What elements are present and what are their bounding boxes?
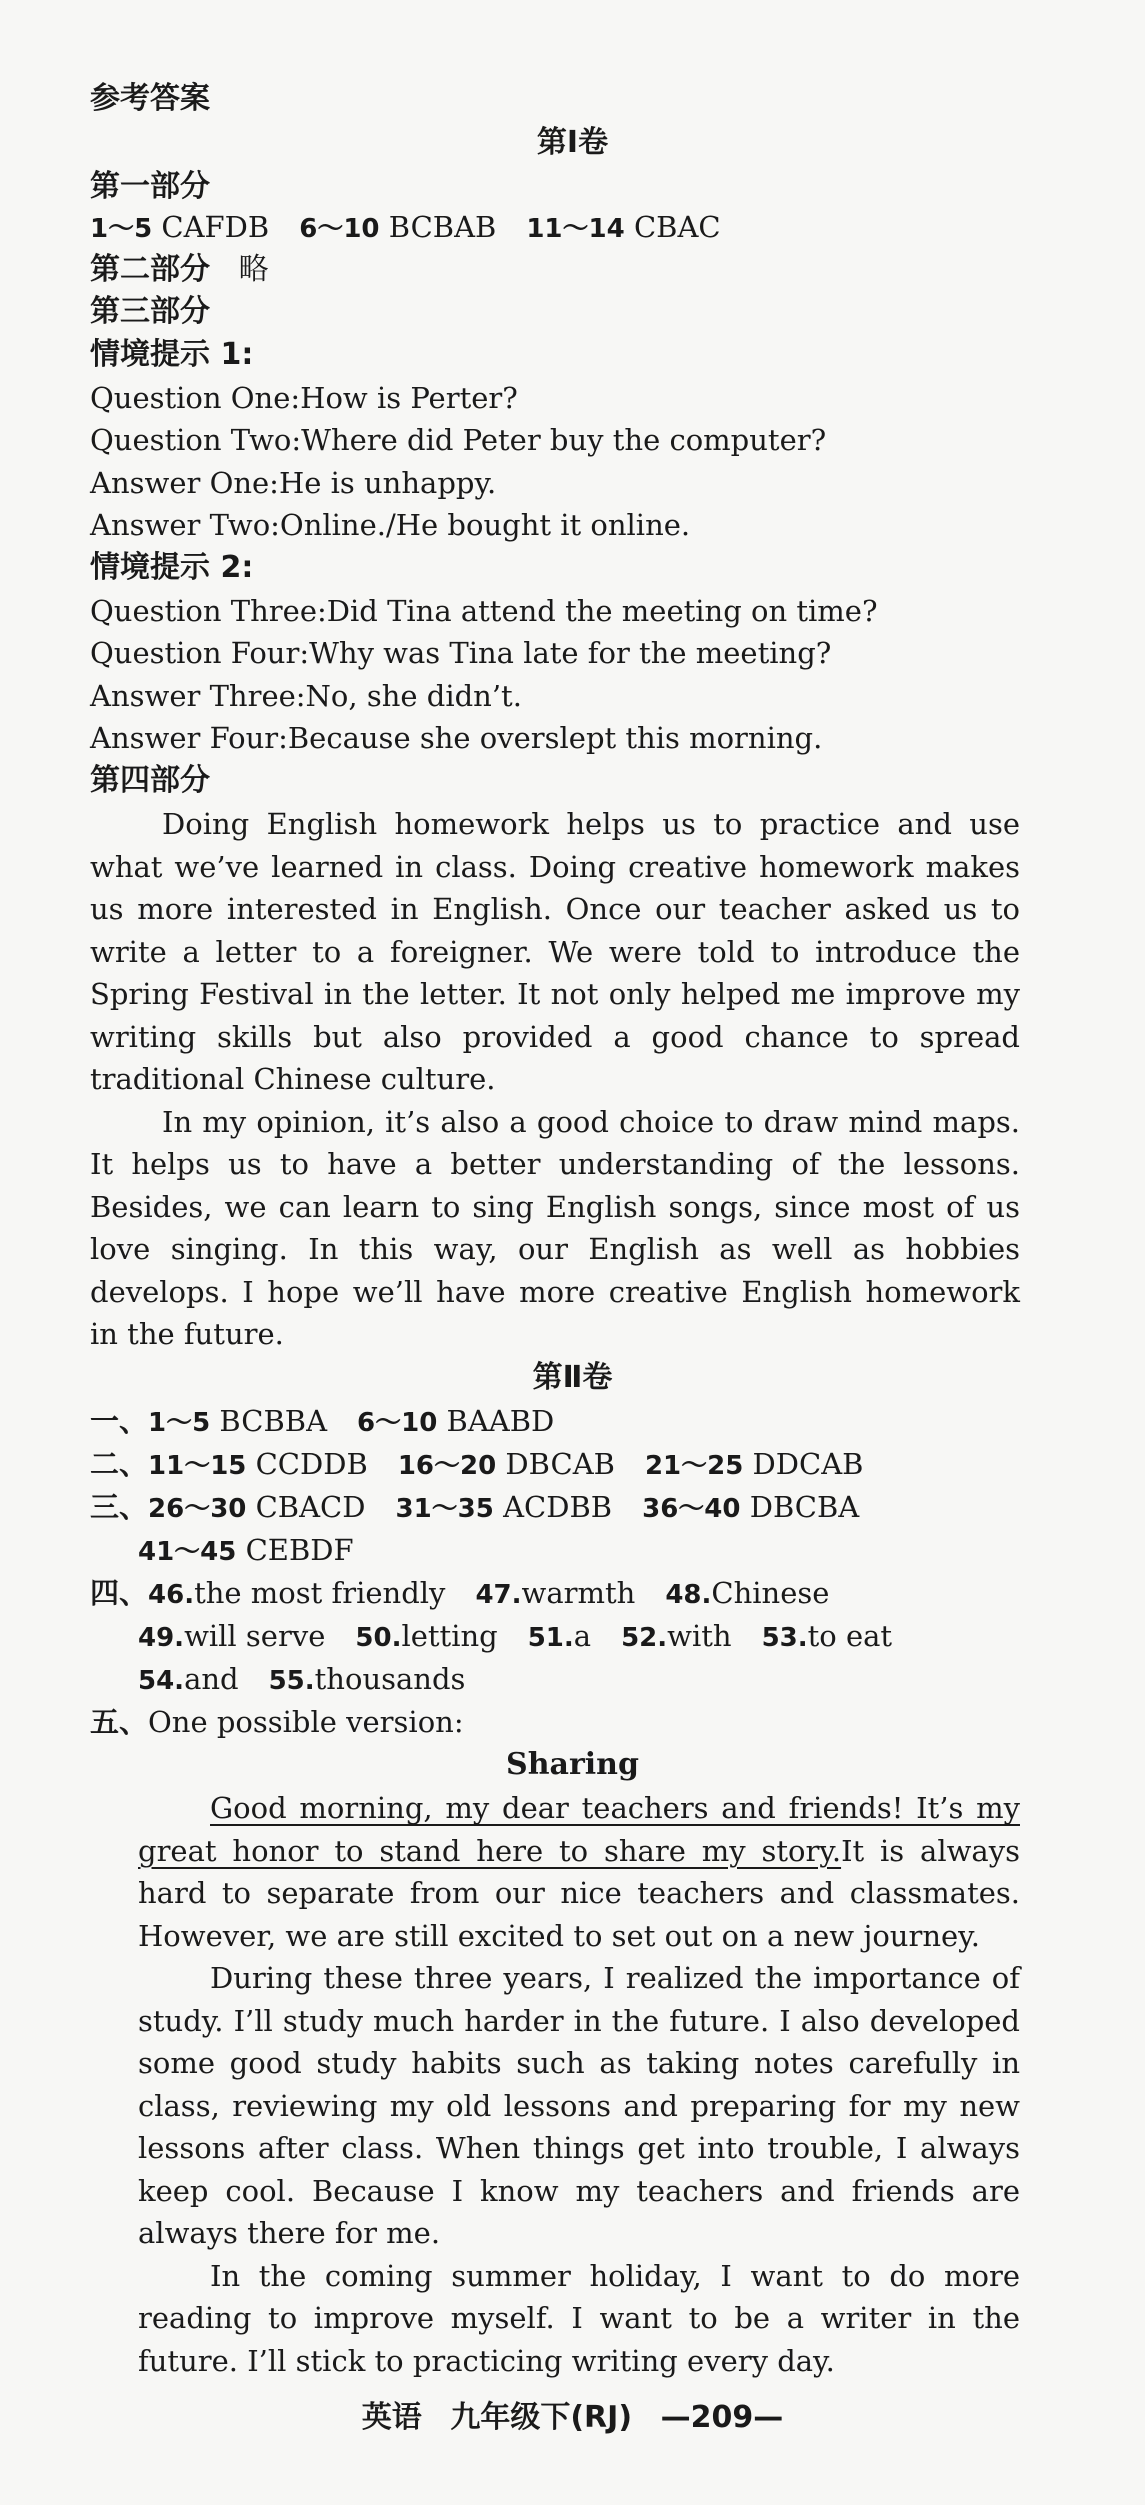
essay-paragraph: Doing English homework helps us to practice and use what we’ve learned in class. Doing creative homework makes us more interested in English. Once our teacher asked us to write a letter to a foreigner. We were told to introduce the Spring Festival in the letter. It not only helped me improve my writing skills but also provided a good chance to spread traditional Chinese culture. bbox=[90, 807, 1020, 1096]
item-number: 52. bbox=[621, 1623, 668, 1653]
qa-line: Question One:How is Perter? bbox=[90, 381, 518, 415]
item-number: 49. bbox=[138, 1623, 185, 1653]
answer-letters: DDCAB bbox=[752, 1447, 864, 1481]
part-2-text: 略 bbox=[238, 252, 269, 287]
qa-line: Answer Two:Online./He bought it online. bbox=[90, 508, 691, 542]
section-2-answers bbox=[90, 1443, 864, 1487]
section-label: 一、 bbox=[90, 1404, 149, 1438]
answer-range: 11～15 bbox=[148, 1451, 247, 1481]
qa-line: Question Four:Why was Tina late for the meeting? bbox=[90, 636, 832, 670]
item-answer: letting bbox=[401, 1619, 498, 1653]
item-answer: to eat bbox=[807, 1619, 893, 1653]
answer-range: 1～5 bbox=[148, 1408, 211, 1438]
page-title: 参考答案 bbox=[90, 81, 210, 116]
section-label: 三、 bbox=[90, 1490, 149, 1524]
item-number: 54. bbox=[138, 1666, 185, 1696]
section-3-answers bbox=[90, 1486, 859, 1530]
volume-1-heading: 第Ⅰ卷 bbox=[536, 125, 609, 160]
section-4-answers-cont2 bbox=[138, 1658, 465, 1702]
part-1-label: 第一部分 bbox=[90, 169, 210, 204]
qa-line: Question Three:Did Tina attend the meeting on time? bbox=[90, 594, 878, 628]
essay-paragraph bbox=[138, 1787, 1020, 1957]
situation-hint-2: 情境提示 2: bbox=[90, 550, 254, 585]
item-answer: the most friendly bbox=[194, 1576, 446, 1610]
section-label: 四、 bbox=[90, 1576, 149, 1610]
qa-line: Question Two:Where did Peter buy the computer? bbox=[90, 423, 827, 457]
item-number: 51. bbox=[527, 1623, 574, 1653]
item-number: 48. bbox=[665, 1580, 712, 1610]
footer-edition: (RJ) bbox=[570, 2400, 633, 2435]
answer-letters: BCBAB bbox=[388, 210, 497, 244]
answer-letters: CEBDF bbox=[245, 1533, 354, 1567]
item-number: 53. bbox=[761, 1623, 808, 1653]
item-number: 46. bbox=[148, 1580, 195, 1610]
situation-hint-1: 情境提示 1: bbox=[90, 337, 254, 372]
part-1-answers bbox=[90, 206, 721, 250]
page-number: —209— bbox=[660, 2400, 784, 2435]
intro-text: One possible version: bbox=[148, 1705, 464, 1739]
answer-letters: CAFDB bbox=[161, 210, 270, 244]
item-answer: warmth bbox=[521, 1576, 636, 1610]
part-2-label: 第二部分 bbox=[90, 252, 210, 287]
answer-letters: CBACD bbox=[255, 1490, 366, 1524]
underlined-opening: Good morning, my dear teachers and friends! It’s my great honor to stand here to share my story. bbox=[138, 1791, 1020, 1868]
qa-line: Answer Three:No, she didn’t. bbox=[90, 679, 522, 713]
part-4-essay bbox=[90, 803, 1020, 1356]
section-3-answers-cont bbox=[138, 1529, 354, 1573]
answer-range: 11～14 bbox=[526, 214, 625, 244]
essay-paragraph: During these three years, I realized the importance of study. I’ll study much harder in the future. I also developed some good study habits such as taking notes carefully in class, reviewing my old lessons and preparing for my new lessons after class. When things get into trouble, I always keep cool. Because I know my teachers and friends are always there for me. bbox=[138, 1961, 1020, 2250]
section-1-answers bbox=[90, 1400, 554, 1444]
part-2-row bbox=[90, 249, 269, 291]
essay-paragraph: In the coming summer holiday, I want to do more reading to improve myself. I want to be a writer in the future. I’ll stick to practicing writing every day. bbox=[138, 2258, 1020, 2378]
item-answer: and bbox=[184, 1662, 239, 1696]
answer-letters: CCDDB bbox=[255, 1447, 368, 1481]
footer-subject: 英语 bbox=[361, 2400, 422, 2435]
item-answer: with bbox=[667, 1619, 732, 1653]
answer-letters: BCBBA bbox=[219, 1404, 328, 1438]
item-number: 47. bbox=[475, 1580, 522, 1610]
footer-grade: 九年级下 bbox=[450, 2400, 571, 2435]
answer-range: 21～25 bbox=[644, 1451, 744, 1481]
section-4-answers-cont bbox=[138, 1615, 892, 1659]
qa-line: Answer One:He is unhappy. bbox=[90, 466, 497, 500]
essay-title: Sharing bbox=[506, 1747, 639, 1782]
section-4-answers bbox=[90, 1572, 829, 1616]
item-answer: will serve bbox=[184, 1619, 326, 1653]
answer-letters: DBCBA bbox=[749, 1490, 860, 1524]
item-number: 50. bbox=[355, 1623, 402, 1653]
answer-range: 6～10 bbox=[299, 214, 380, 244]
answer-range: 1～5 bbox=[90, 214, 153, 244]
answer-letters: CBAC bbox=[633, 210, 721, 244]
answer-range: 26～30 bbox=[148, 1494, 247, 1524]
item-answer: thousands bbox=[314, 1662, 466, 1696]
answer-range: 36～40 bbox=[642, 1494, 741, 1524]
essay-paragraph: In my opinion, it’s also a good choice to draw mind maps. It helps us to have a better understanding of the lessons. Besides, we can learn to sing English songs, since most of us love singing. In this way, our English as well as hobbies develops. I hope we’ll have more creative English homework in the future. bbox=[90, 1104, 1020, 1351]
page-footer bbox=[0, 2392, 1145, 2436]
answer-letters: DBCAB bbox=[505, 1447, 615, 1481]
section-label: 五、 bbox=[90, 1705, 149, 1739]
part-4-label: 第四部分 bbox=[90, 763, 210, 798]
answer-range: 31～35 bbox=[395, 1494, 494, 1524]
item-answer: Chinese bbox=[711, 1576, 830, 1610]
answer-range: 41～45 bbox=[138, 1537, 237, 1567]
section-label: 二、 bbox=[90, 1447, 149, 1481]
sample-essay bbox=[138, 1787, 1020, 2382]
answer-letters: BAABD bbox=[446, 1404, 555, 1438]
answer-range: 6～10 bbox=[357, 1408, 438, 1438]
item-answer: a bbox=[573, 1619, 592, 1653]
volume-2-heading: 第Ⅱ卷 bbox=[532, 1360, 613, 1395]
answer-range: 16～20 bbox=[397, 1451, 497, 1481]
paragraph-rest: It is always hard to separate from our nice teachers and classmates. However, we are still excited to set out on a new journey. bbox=[138, 1833, 1020, 1953]
answer-letters: ACDBB bbox=[503, 1490, 613, 1524]
part-3-label: 第三部分 bbox=[90, 294, 210, 329]
section-5-intro bbox=[90, 1701, 464, 1743]
qa-line: Answer Four:Because she overslept this morning. bbox=[90, 721, 823, 755]
item-number: 55. bbox=[268, 1666, 315, 1696]
